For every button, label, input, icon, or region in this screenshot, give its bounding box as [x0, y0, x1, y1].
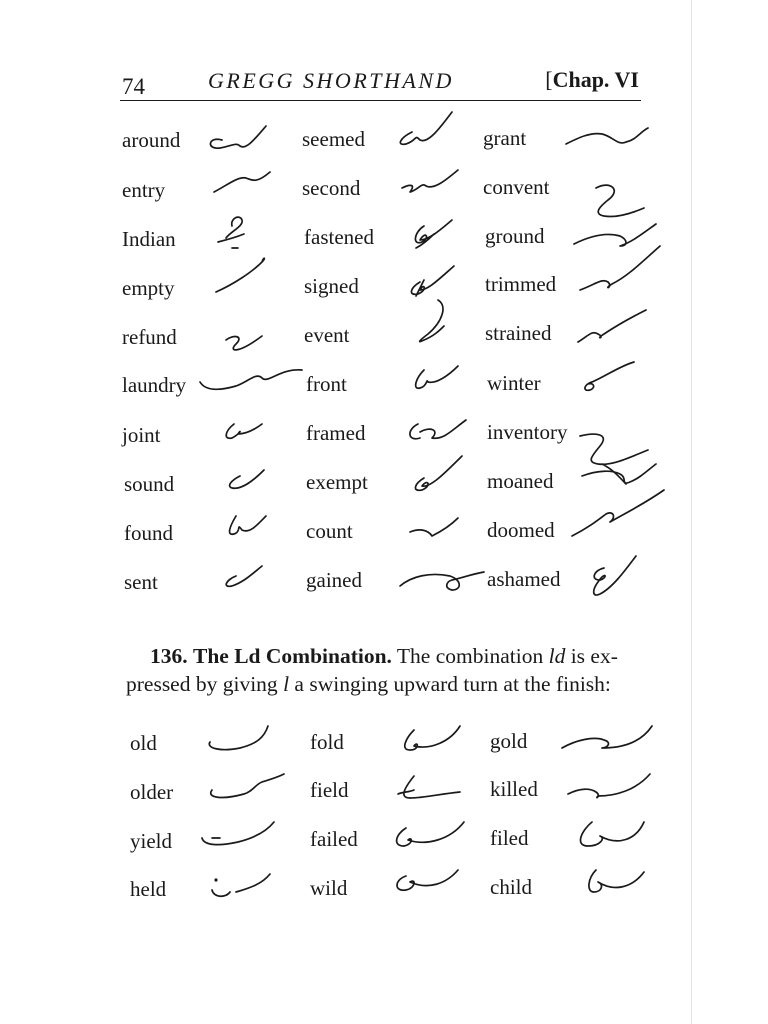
- chapter-label: Chap. VI: [552, 67, 639, 92]
- word-convent: convent: [483, 175, 550, 199]
- outline-fold: [405, 726, 460, 750]
- word-moaned: moaned: [487, 469, 554, 493]
- outline-failed: [397, 822, 464, 846]
- section-text-2: is ex-: [565, 644, 618, 668]
- outline-yield: [202, 822, 274, 845]
- word-count: count: [306, 519, 353, 543]
- word-event: event: [304, 323, 350, 347]
- word-fold: fold: [310, 730, 344, 754]
- word-sent: sent: [124, 570, 158, 594]
- running-title: GREGG SHORTHAND: [208, 68, 454, 93]
- word-around: around: [122, 128, 181, 152]
- outline-wild: [397, 870, 458, 890]
- word-refund: refund: [122, 325, 177, 349]
- word-wild: wild: [310, 876, 348, 900]
- chapter-bracket: [: [545, 67, 553, 92]
- outline-filed: [580, 822, 644, 846]
- outline-held: [212, 874, 270, 896]
- word-yield: yield: [130, 829, 172, 853]
- word-second: second: [302, 176, 361, 200]
- outline-older: [211, 774, 284, 797]
- word-framed: framed: [306, 421, 366, 445]
- word-gold: gold: [490, 729, 528, 753]
- word-ground: ground: [485, 224, 545, 248]
- word-winter: winter: [487, 371, 541, 395]
- section-heading: The Ld Combination.: [193, 644, 392, 668]
- outline-killed: [568, 774, 650, 798]
- word-held: held: [130, 877, 167, 901]
- outline-old: [209, 726, 268, 750]
- word-empty: empty: [122, 276, 175, 300]
- section-text-1: The combination: [391, 644, 549, 668]
- section-text-3: pressed by giving: [126, 672, 284, 696]
- word-sound: sound: [124, 472, 175, 496]
- section-number: 136.: [150, 644, 188, 668]
- word-laundry: laundry: [122, 373, 187, 397]
- word-doomed: doomed: [487, 518, 555, 542]
- word-old: old: [130, 731, 157, 755]
- word-filed: filed: [490, 826, 529, 850]
- word-field: field: [310, 778, 349, 802]
- word-trimmed: trimmed: [485, 272, 557, 296]
- word-seemed: seemed: [302, 127, 365, 151]
- word-strained: strained: [485, 321, 552, 345]
- outline-child: [589, 870, 644, 892]
- outline-held-dot: [214, 878, 217, 881]
- word-found: found: [124, 521, 173, 545]
- word-joint: joint: [122, 423, 161, 447]
- word-killed: killed: [490, 777, 538, 801]
- word-ashamed: ashamed: [487, 567, 561, 591]
- word-older: older: [130, 780, 174, 804]
- section-text-4: a swinging upward turn at the finish:: [289, 672, 611, 696]
- word-failed: failed: [310, 827, 358, 851]
- outline-gold: [562, 726, 652, 748]
- word-inventory: inventory: [487, 420, 568, 444]
- word-child: child: [490, 875, 532, 899]
- page-number: 74: [122, 74, 145, 99]
- outline-field: [398, 776, 460, 798]
- word-exempt: exempt: [306, 470, 368, 494]
- word-grant: grant: [483, 126, 527, 150]
- word-entry: entry: [122, 178, 166, 202]
- term-l: l: [283, 672, 290, 696]
- term-ld: ld: [548, 644, 566, 668]
- word-signed: signed: [304, 274, 359, 298]
- word-indian: Indian: [122, 227, 176, 251]
- word-front: front: [306, 372, 347, 396]
- word-gained: gained: [306, 568, 362, 592]
- word-fastened: fastened: [304, 225, 374, 249]
